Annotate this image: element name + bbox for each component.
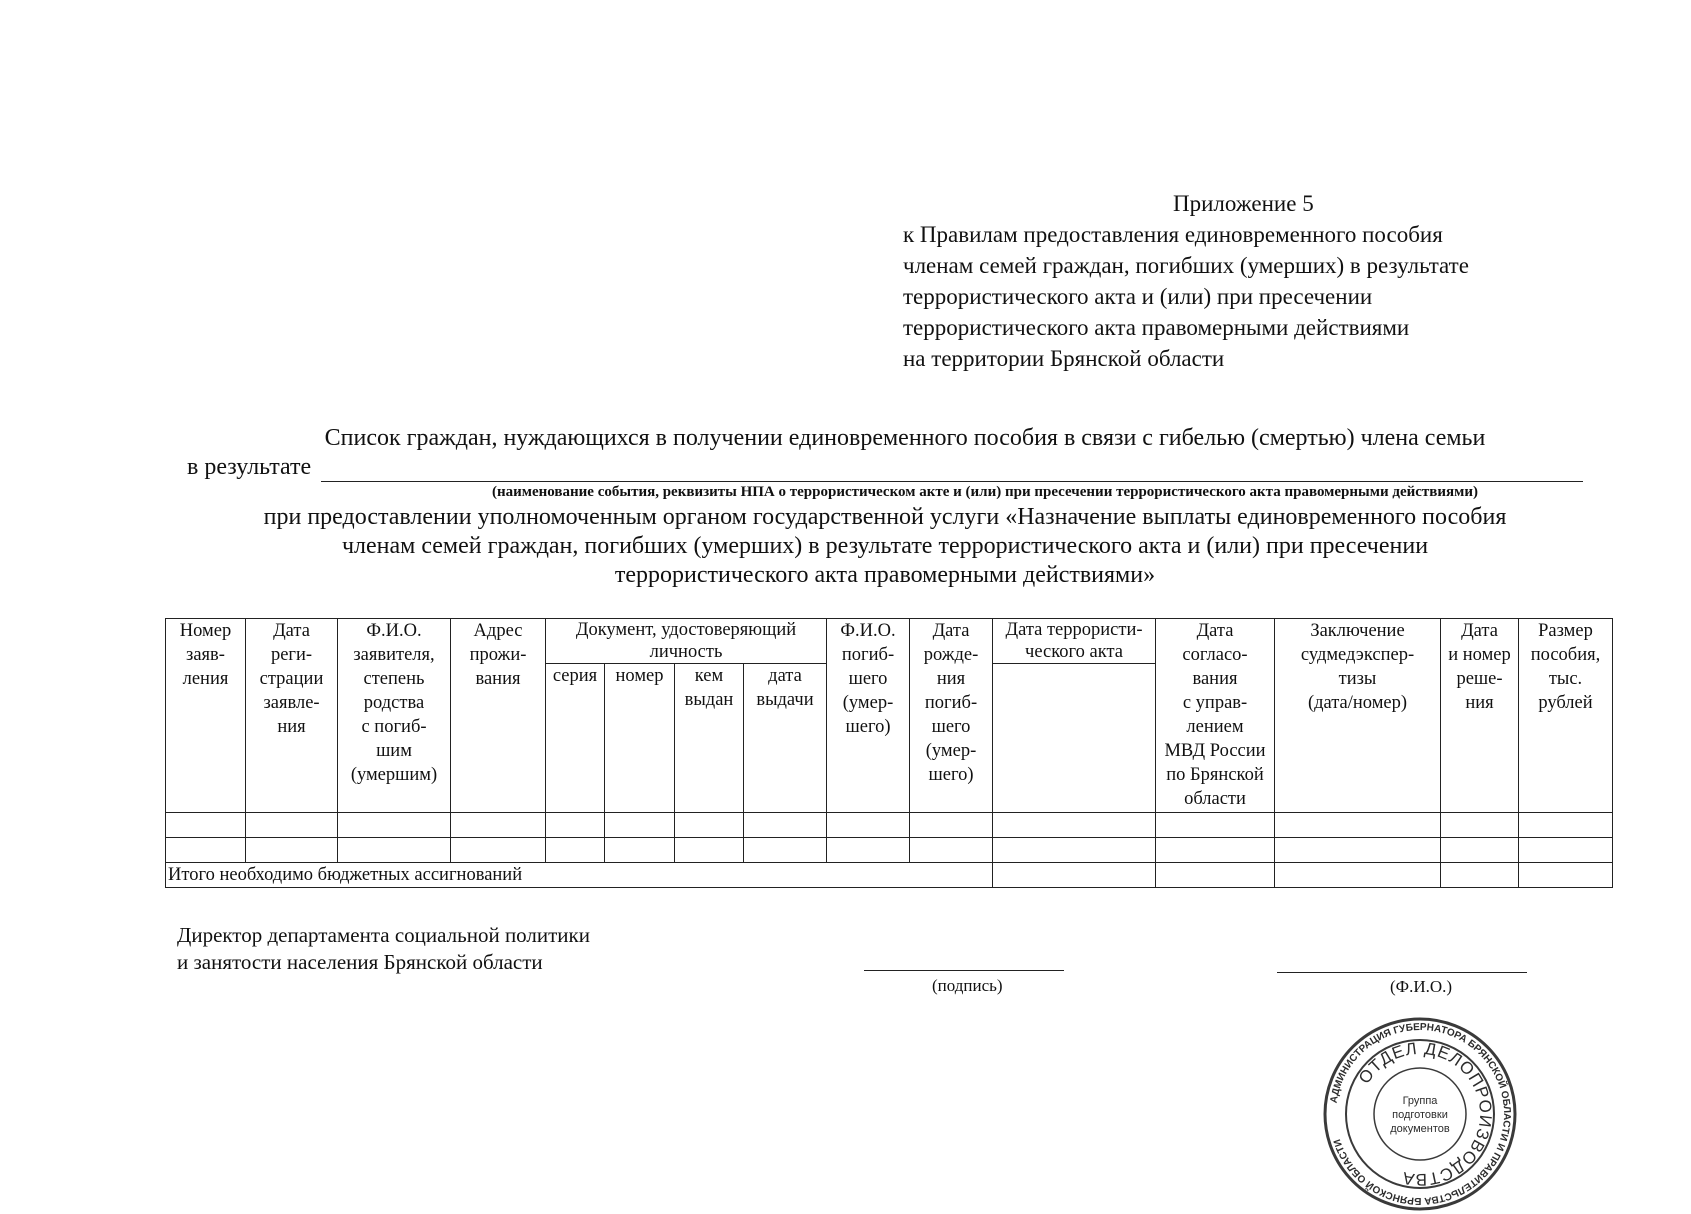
table-cell[interactable] <box>993 813 1156 838</box>
name-caption: (Ф.И.О.) <box>1390 977 1453 996</box>
result-row <box>187 453 1605 482</box>
event-hint: (наименование события, реквизиты НПА о террористическом акте и (или) при пресечении террористического акта правомерными действиями) <box>492 484 1478 500</box>
header-address <box>451 619 546 813</box>
header-text-line: вания <box>475 669 521 689</box>
appendix-line: членам семей граждан, погибших (умерших) в результате <box>903 253 1469 278</box>
table-cell[interactable] <box>744 838 827 863</box>
header-text-line: ния <box>277 717 306 737</box>
table-cell[interactable] <box>338 838 451 863</box>
event-fill-line[interactable] <box>321 459 1583 482</box>
table-cell[interactable] <box>675 813 744 838</box>
table-cell[interactable] <box>1156 838 1275 863</box>
header-text-line: МВД России <box>1164 741 1266 761</box>
header-issue-date <box>744 664 827 813</box>
header-text-line: и номер <box>1448 645 1511 665</box>
header-text-line: ления <box>182 669 229 689</box>
citizens-table <box>165 618 1613 888</box>
signer-line: и занятости населения Брянской области <box>177 950 543 974</box>
table-cell[interactable] <box>605 838 675 863</box>
total-row <box>166 863 1613 888</box>
table-header-row <box>166 619 1613 664</box>
table-cell[interactable] <box>910 813 993 838</box>
table-cell[interactable] <box>338 813 451 838</box>
table-cell[interactable] <box>1156 813 1275 838</box>
header-text-line: погиб- <box>841 645 895 665</box>
header-text-line: тыс. <box>1548 669 1583 689</box>
header-issued-by <box>675 664 744 813</box>
header-text-line: Адрес <box>473 621 523 641</box>
table-cell[interactable] <box>744 813 827 838</box>
header-registration-date <box>246 619 338 813</box>
header-text-line: рублей <box>1538 693 1593 713</box>
header-text-line: Дата <box>273 621 310 641</box>
table-cell[interactable] <box>1519 813 1613 838</box>
table-cell[interactable] <box>546 838 605 863</box>
signer-line: Директор департамента социальной политики <box>177 923 590 947</box>
total-label: Итого необходимо бюджетных ассигнований <box>166 863 993 888</box>
table-cell[interactable] <box>246 838 338 863</box>
table-cell[interactable] <box>1519 863 1613 888</box>
table-row <box>166 813 1613 838</box>
header-text-line: (дата/номер) <box>1307 693 1408 713</box>
header-text-line: области <box>1184 789 1246 809</box>
header-text-line: ния <box>936 669 966 689</box>
header-decision <box>1441 619 1519 813</box>
header-text-line: Дата <box>932 621 970 641</box>
appendix-line: террористического акта правомерными действиями <box>903 315 1410 340</box>
heading-line: террористического акта правомерными действиями» <box>614 562 1156 588</box>
header-text-line: лением <box>1186 717 1244 737</box>
appendix-line: террористического акта и (или) при пресечении <box>903 284 1373 309</box>
table-cell[interactable] <box>910 838 993 863</box>
table-cell[interactable] <box>605 813 675 838</box>
header-text-line: родства <box>363 693 425 713</box>
header-text-line: погиб- <box>924 693 978 713</box>
header-text-line: шего) <box>928 765 974 785</box>
heading-line: членам семей граждан, погибших (умерших) в результате террористического акта и (или) при пресечении <box>341 533 1429 559</box>
appendix-line: на территории Брянской области <box>903 346 1225 371</box>
table-cell[interactable] <box>166 813 246 838</box>
header-text-line: ния <box>1465 693 1494 713</box>
heading-line: Список граждан, нуждающихся в получении единовременного пособия в связи с гибелью (смертью) члена семьи <box>324 425 1486 451</box>
appendix-block <box>903 188 1643 374</box>
header-text-line: заявле- <box>263 693 320 713</box>
header-text-line: выдан <box>684 690 734 710</box>
header-text-line: реше- <box>1456 669 1503 689</box>
header-applicant-name <box>338 619 451 813</box>
header-text-line: Дата террористи- <box>1005 620 1143 640</box>
header-text-line: шего <box>848 669 888 689</box>
header-text-line: с погиб- <box>361 717 427 737</box>
table-cell[interactable] <box>1441 813 1519 838</box>
header-text-line: Ф.И.О. <box>366 621 422 641</box>
table-cell[interactable] <box>827 838 910 863</box>
header-act-date-blank <box>993 664 1156 813</box>
table-cell[interactable] <box>451 813 546 838</box>
heading-line: при предоставлении уполномоченным органом государственной услуги «Назначение выплаты единовременного пособия <box>263 504 1507 530</box>
header-text-line: заявителя, <box>353 645 435 665</box>
header-text-line: (умер- <box>925 741 977 761</box>
header-expert-conclusion <box>1275 619 1441 813</box>
header-text-line: реги- <box>270 645 313 665</box>
header-text-line: прожи- <box>469 645 527 665</box>
header-text-line: шим <box>376 741 412 761</box>
header-text-line: вания <box>1192 669 1238 689</box>
header-act-date <box>993 619 1156 664</box>
header-text-line: судмедэкспер- <box>1300 645 1415 665</box>
stamp-center-line: Группа <box>1402 1095 1438 1107</box>
header-identity-document: Документ, удостоверяющий личность <box>546 619 827 664</box>
header-text-line: дата <box>768 666 802 686</box>
header-text-line: ческого акта <box>1025 642 1123 662</box>
header-text-line: Дата <box>1196 621 1234 641</box>
header-benefit-amount <box>1519 619 1613 813</box>
result-label: в результате <box>187 454 312 480</box>
header-text-line: согласо- <box>1182 645 1248 665</box>
office-stamp <box>1320 1014 1520 1214</box>
header-number: номер <box>605 664 675 813</box>
signature-line[interactable] <box>864 970 1064 971</box>
stamp-outer-text: АДМИНИСТРАЦИЯ ГУБЕРНАТОРА БРЯНСКОЙ ОБЛАСТИ И ПРАВИТЕЛЬСТВА БРЯНСКОЙ ОБЛАСТИ <box>1328 1021 1513 1207</box>
header-text-line: тизы <box>1338 669 1377 689</box>
stamp-center-line: документов <box>1390 1123 1450 1135</box>
header-text-line: Дата <box>1461 621 1498 641</box>
table-cell[interactable] <box>166 838 246 863</box>
table-cell[interactable] <box>993 838 1156 863</box>
name-line[interactable] <box>1277 972 1527 973</box>
table-cell[interactable] <box>1275 838 1441 863</box>
header-series: серия <box>546 664 605 813</box>
header-text-line: (умер- <box>842 693 894 713</box>
header-text-line: выдачи <box>756 690 814 710</box>
header-text-line: (умершим) <box>350 765 438 785</box>
header-text-line: кем <box>694 666 724 686</box>
header-agreement-date <box>1156 619 1275 813</box>
table-cell[interactable] <box>546 813 605 838</box>
header-text-line: Размер <box>1538 621 1593 641</box>
list-heading <box>165 424 1605 590</box>
header-text-line: шего) <box>845 717 891 737</box>
header-text-line: шего <box>931 717 971 737</box>
header-text-line: пособия, <box>1530 645 1601 665</box>
table-cell[interactable] <box>1441 838 1519 863</box>
table-cell[interactable] <box>675 838 744 863</box>
table-cell[interactable] <box>1441 863 1519 888</box>
header-text-line: заяв- <box>186 645 225 665</box>
table-cell[interactable] <box>1156 863 1275 888</box>
stamp-center-line: подготовки <box>1392 1109 1448 1121</box>
header-birth-date <box>910 619 993 813</box>
table-cell[interactable] <box>1275 863 1441 888</box>
header-text-line: Заключение <box>1310 621 1405 641</box>
header-text-line: страции <box>259 669 324 689</box>
header-text-line: Номер <box>179 621 232 641</box>
table-cell[interactable] <box>246 813 338 838</box>
table-cell[interactable] <box>827 813 910 838</box>
signer-position <box>177 922 590 976</box>
header-text-line: степень <box>363 669 425 689</box>
table-cell[interactable] <box>451 838 546 863</box>
header-text-line: Ф.И.О. <box>840 621 896 641</box>
appendix-line: к Правилам предоставления единовременного пособия <box>903 222 1443 247</box>
signature-caption: (подпись) <box>932 976 1003 995</box>
table-cell[interactable] <box>1275 813 1441 838</box>
header-application-number <box>166 619 246 813</box>
table-cell[interactable] <box>993 863 1156 888</box>
stamp-ring-text: ОТДЕЛ ДЕЛОПРОИЗВОДСТВА <box>1354 1038 1496 1190</box>
header-text-line: рожде- <box>923 645 979 665</box>
table-cell[interactable] <box>1519 838 1613 863</box>
header-text-line: с управ- <box>1182 693 1248 713</box>
appendix-number: Приложение 5 <box>1173 191 1314 216</box>
table-row <box>166 838 1613 863</box>
header-text-line: по Брянской <box>1166 765 1264 785</box>
header-deceased-name <box>827 619 910 813</box>
